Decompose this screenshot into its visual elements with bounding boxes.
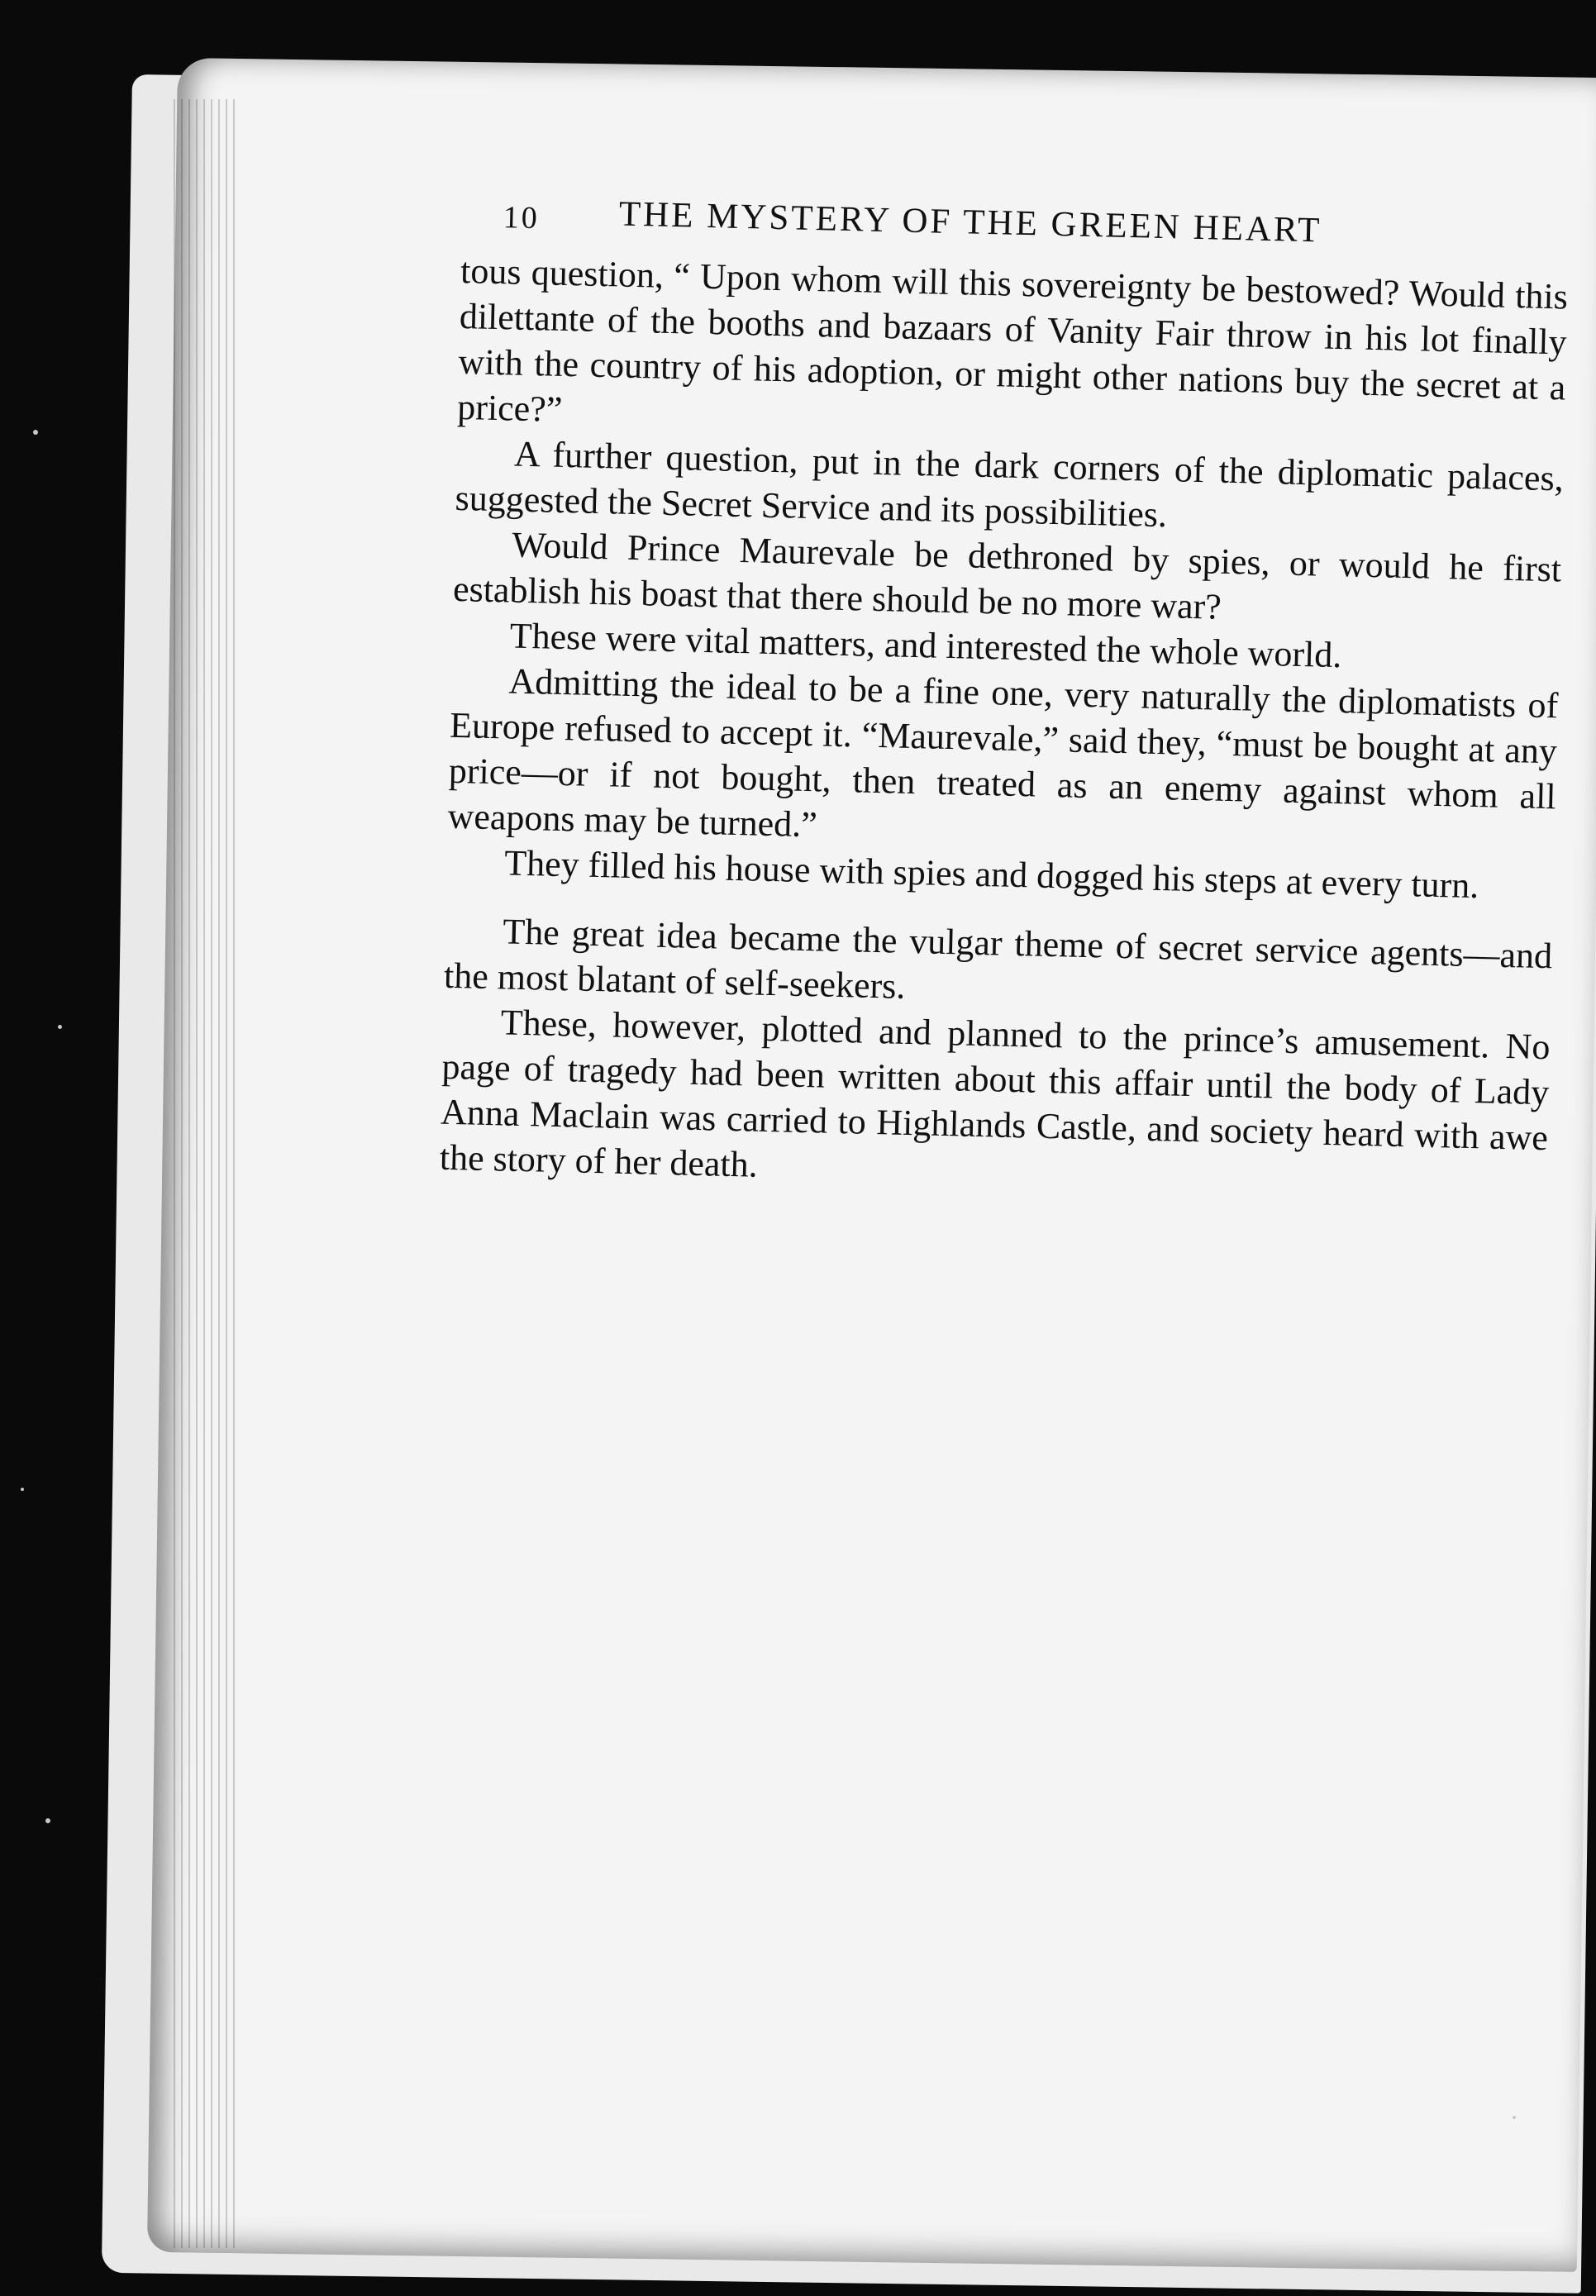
paragraph: Admitting the ideal to be a fine one, very naturally the diplomatists of Europe refused to accept it. “Maurevale,” said they, “must be bought at any price—or if not bought, then treated as an enemy against whom all weapons may be turned.” — [447, 660, 1559, 846]
paragraph: They filled his house with spies and dogged his steps at every turn. — [503, 842, 1479, 907]
running-title: THE MYSTERY OF THE GREEN HEART — [618, 194, 1322, 250]
paragraph: These were vital matters, and interested the whole world. — [509, 615, 1342, 676]
paragraph: The great idea became the vulgar theme of secret service agents—and the most blatant of self-seekers. — [443, 911, 1553, 1007]
paragraph: Would Prince Maurevale be dethroned by spies, or would he first establish his boast that there should be no more war? — [452, 524, 1562, 627]
page-text — [439, 174, 1570, 1206]
paragraph: tous question, “ Upon whom will this sovereignty be bestowed? Would this dilettante of the booths and bazaars of Vanity Fair throw in his lot finally with the country of his adoption, or might other nations buy the secret at a price?” — [456, 250, 1569, 430]
paragraph: A further question, put in the dark corners of the diplomatic palaces, suggested the Secret Service and its possibilities. — [455, 433, 1565, 536]
page-number: 10 — [503, 200, 541, 236]
paragraph: These, however, plotted and planned to the prince’s amusement. No page of tragedy had been written about this affair until the body of Lady Anna Maclain was carried to Highlands Castle, and society heard with awe the story of her death. — [439, 1002, 1551, 1185]
page-binding — [174, 99, 240, 2248]
